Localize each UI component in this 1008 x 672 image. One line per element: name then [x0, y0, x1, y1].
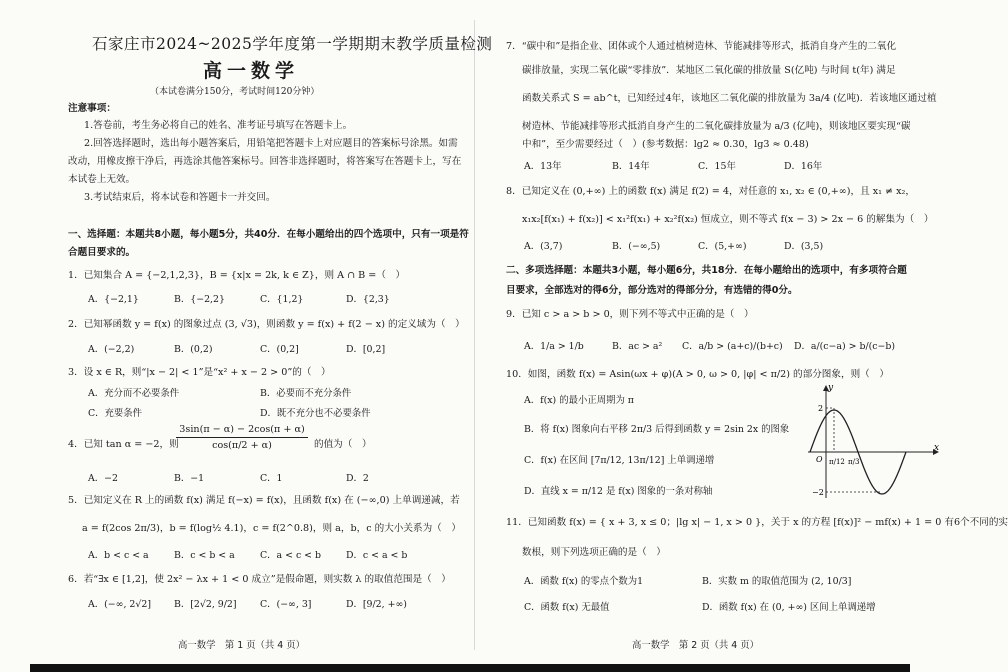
q8-option-d: D．(3,5) [784, 241, 824, 252]
question-7-line: 函数关系式 S = ab^t，已知经过4年，该地区二氧化碳的排放量为 3a/4 (亿吨)．若该地区通过植 [522, 93, 937, 104]
q3-option-b: B．必要而不充分条件 [260, 388, 352, 399]
q7-option-c: C．15年 [698, 161, 736, 172]
q8-option-c: C．(5,+∞) [698, 241, 747, 252]
q1-option-b: B．{−2,2} [174, 294, 225, 305]
origin-label: O [816, 455, 823, 464]
q3-option-d: D．既不充分也不必要条件 [260, 408, 371, 419]
q6-option-d: D．[9/2, +∞) [346, 599, 407, 610]
y-axis-label: y [828, 383, 834, 393]
q7-option-b: B．14年 [612, 161, 650, 172]
tick-pi12: π/12 [829, 458, 845, 466]
q2-option-b: B．(0,2) [174, 344, 213, 355]
question-1-stem: 1．已知集合 A = {−2,1,2,3}，B = {x|x = 2k, k ∈ Z}，则 A ∩ B =（ ） [68, 270, 406, 281]
q11-option-d: D．函数 f(x) 在 (0, +∞) 区间上单调递增 [702, 602, 876, 613]
q4-option-d: D．2 [346, 473, 369, 484]
question-8-line: x₁x₂[f(x₁) + f(x₂)] < x₁²f(x₁) + x₂²f(x₂) 恒成立，则不等式 f(x − 3) > 2x − 6 的解集为（ ） [522, 214, 934, 225]
question-6-stem: 6．若“∃x ∈ [1,2]，使 2x² − λx + 1 < 0 成立”是假命题，则实数 λ 的取值范围是（ ） [68, 574, 451, 585]
question-7-line: 树造林、节能减排等形式抵消自身产生的二氧化碳排放量为 a/3 (亿吨)，则该地区要实现“碳 [522, 121, 911, 132]
q1-option-d: D．{2,3} [346, 294, 390, 305]
q5-option-a: A．b < c < a [88, 550, 149, 561]
q5-option-d: D．c < a < b [346, 550, 408, 561]
section-1-heading-cont: 合题目要求的。 [68, 247, 136, 258]
question-9-stem: 9．已知 c > a > b > 0，则下列不等式中正确的是（ ） [506, 309, 754, 320]
fraction-denominator: cos(π/2 + α) [212, 440, 272, 451]
q3-option-c: C．充要条件 [88, 408, 143, 419]
notice-line: 本试卷上无效。 [68, 174, 136, 185]
exam-page-2 [476, 0, 1008, 672]
q7-option-a: A．13年 [524, 161, 562, 172]
question-7-line: 中和”，至少需要经过（ ）(参考数据：lg2 ≈ 0.30，lg3 ≈ 0.48) [522, 139, 809, 150]
q9-option-d: D．a/(c−a) > b/(c−b) [794, 341, 896, 352]
q6-option-c: C．(−∞, 3] [260, 599, 312, 610]
question-2-stem: 2．已知幂函数 y = f(x) 的图象过点 (3, √3)，则函数 y = f(x) + f(2 − x) 的定义域为（ ） [68, 319, 465, 330]
q5-option-c: C．a < c < b [260, 550, 322, 561]
q6-option-b: B．[2√2, 9/2] [174, 599, 237, 610]
q4-option-a: A．−2 [88, 473, 118, 484]
q5-option-b: B．c < b < a [174, 550, 235, 561]
section-2-heading-cont: 目要求，全部选对的得6分，部分选对的得部分分，有选错的得0分。 [506, 285, 798, 296]
question-11-stem: 11．已知函数 f(x) = { x + 3, x ≤ 0；|lg x| − 1, x > 0 }，关于 x 的方程 [f(x)]² − mf(x) + 1 = 0 有6个不同的实 [506, 517, 1008, 528]
q10-option-b: B．将 f(x) 图象向右平移 2π/3 后得到函数 y = 2sin 2x 的图象 [524, 424, 790, 435]
question-10-stem: 10．如图，函数 f(x) = Asin(ωx + φ)(A > 0, ω > 0, |φ| < π/2) 的部分图象，则（ ） [506, 369, 889, 380]
q2-option-d: D．[0,2] [346, 344, 386, 355]
exam-note: （本试卷满分150分，考试时间120分钟） [150, 87, 320, 97]
y-max-label: 2 [818, 404, 824, 413]
fraction-numerator: 3sin(π − α) − 2cos(π + α) [179, 424, 305, 435]
q3-option-a: A．充分而不必要条件 [88, 388, 180, 399]
q1-option-a: A．{−2,1} [88, 294, 139, 305]
q10-option-a: A．f(x) 的最小正周期为 π [524, 395, 634, 406]
fraction-bar [176, 437, 308, 438]
q9-option-b: B．ac > a² [612, 341, 663, 352]
q11-option-a: A．函数 f(x) 的零点个数为1 [524, 576, 644, 587]
tick-pi3: π/3 [848, 458, 860, 466]
notice-heading: 注意事项： [68, 103, 116, 114]
question-8-line: 8．已知定义在 (0,+∞) 上的函数 f(x) 满足 f(2) = 4，对任意的 x₁, x₂ ∈ (0,+∞)，且 x₁ ≠ x₂， [506, 186, 915, 197]
x-axis-label: x [934, 443, 940, 453]
q1-option-c: C．{1,2} [260, 294, 304, 305]
q11-option-c: C．函数 f(x) 无最值 [524, 602, 610, 613]
notice-line: 1.答卷前，考生务必将自己的姓名、准考证号填写在答题卡上。 [84, 120, 353, 131]
section-2-heading: 二、多项选择题：本题共3小题，每小题6分，共18分．在每小题给出的选项中，有多项符合题 [506, 265, 907, 276]
q9-option-c: C．a/b > (a+c)/(b+c) [682, 341, 783, 352]
sine-graph [802, 380, 944, 504]
y-min-label: −2 [812, 488, 824, 497]
section-1-heading: 一、选择题：本题共8小题，每小题5分，共40分．在每小题给出的四个选项中，只有一项是符 [68, 229, 469, 240]
q7-option-d: D．16年 [784, 161, 823, 172]
question-3-stem: 3．设 x ∈ R，则“|x − 2| < 1”是“x² + x − 2 > 0”的（ ） [68, 367, 331, 378]
notice-line: 改动，用橡皮擦干净后，再选涂其他答案标号。回答非选择题时，将答案写在答题卡上，写在 [68, 156, 462, 167]
question-7-line: 7．“碳中和”是指企业、团体或个人通过植树造林、节能减排等形式，抵消自身产生的二氧化 [506, 41, 897, 52]
q8-option-a: A．(3,7) [524, 241, 563, 252]
question-7-line: 碳排放量，实现二氧化碳“零排放”．某地区二氧化碳的排放量 S(亿吨) 与时间 t(年) 满足 [522, 65, 896, 76]
notice-line: 3.考试结束后，将本试卷和答题卡一并交回。 [84, 192, 276, 203]
q9-option-a: A．1/a > 1/b [524, 341, 584, 352]
exam-title: 石家庄市2024~2025学年度第一学期期末教学质量检测 [92, 35, 493, 53]
exam-page-1 [0, 0, 493, 672]
page-footer: 高一数学 第 2 页（共 4 页） [632, 640, 759, 651]
q6-option-a: A．(−∞, 2√2] [88, 599, 151, 610]
q8-option-b: B．(−∞,5) [612, 241, 661, 252]
subject-title: 高一数学 [203, 60, 300, 82]
question-4-suffix: 的值为（ ） [314, 439, 372, 450]
page-footer: 高一数学 第 1 页（共 4 页） [178, 640, 305, 651]
q2-option-a: A．(−2,2) [88, 344, 135, 355]
q11-option-b: B．实数 m 的取值范围为 (2, 10/3] [702, 576, 852, 587]
question-11-line2: 数根，则下列选项正确的是（ ） [522, 547, 666, 558]
page-divider [474, 20, 475, 650]
scan-edge [30, 664, 910, 672]
question-4-fraction [172, 424, 312, 451]
q10-option-d: D．直线 x = π/12 是 f(x) 图象的一条对称轴 [524, 486, 713, 497]
question-5-stem: 5．已知定义在 R 上的函数 f(x) 满足 f(−x) = f(x)，且函数 f(x) 在 (−∞,0) 上单调递减，若 [68, 495, 460, 506]
q4-option-b: B．−1 [174, 473, 205, 484]
question-5-line2: a = f(2cos 2π/3)，b = f(log½ 4.1)，c = f(2^0.8)，则 a，b，c 的大小关系为（ ） [82, 523, 461, 534]
q4-option-c: C．1 [260, 473, 283, 484]
q2-option-c: C．(0,2] [260, 344, 299, 355]
notice-line: 2.回答选择题时，选出每小题答案后，用铅笔把答题卡上对应题目的答案标号涂黑。如需 [84, 138, 458, 149]
q10-option-c: C．f(x) 在区间 [7π/12, 13π/12] 上单调递增 [524, 455, 715, 466]
question-4-prefix: 4．已知 tan α = −2，则 [68, 439, 179, 450]
